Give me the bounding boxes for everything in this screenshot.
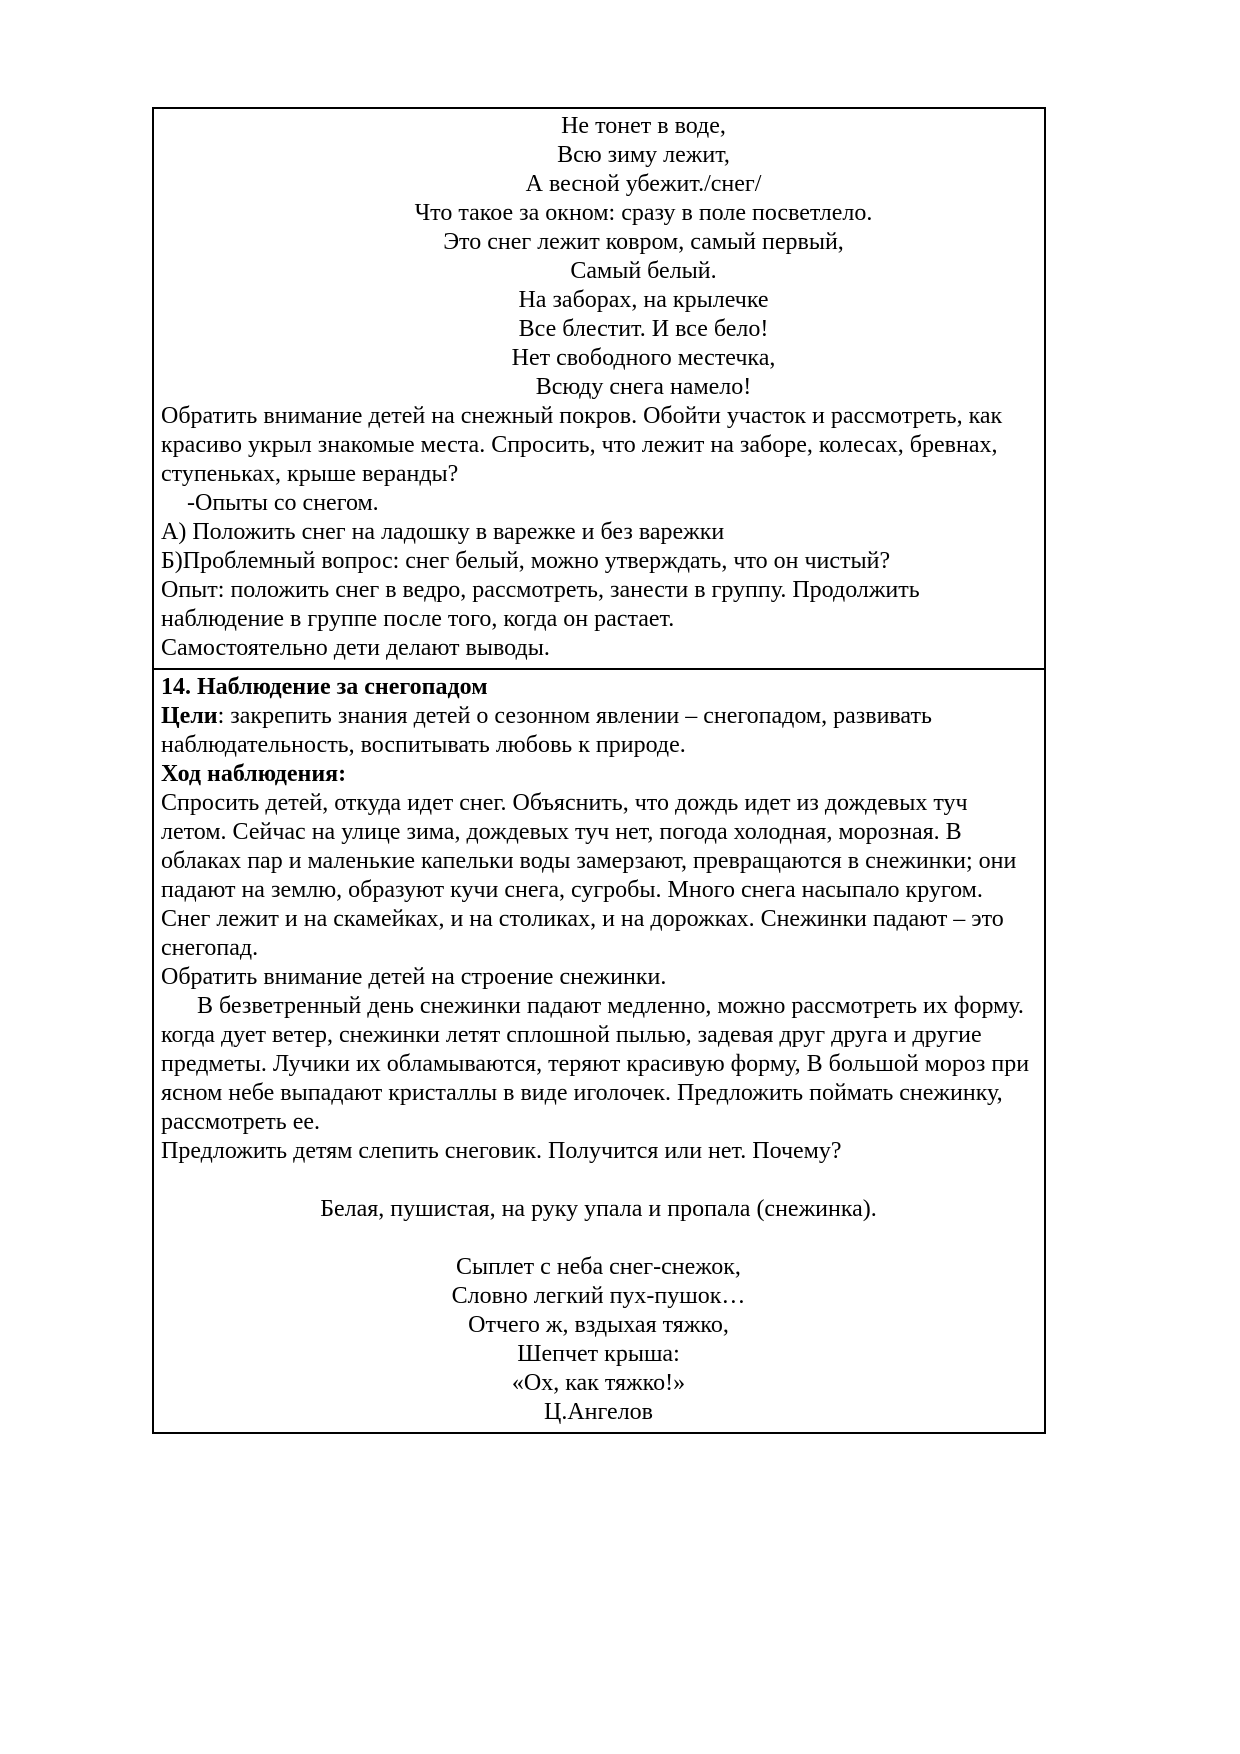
goals-label: Цели	[161, 703, 218, 729]
riddle-line: Самый белый.	[570, 258, 717, 284]
experiment-b-line: Б)Проблемный вопрос: снег белый, можно утверждать, что он чистый?	[161, 548, 891, 574]
snowflakes-paragraph: В безветренный день снежинки падают медленно, можно рассмотреть их форму. когда дует ветер, снежинки летят сплошной пылью, задевая друг друга и другие предметы. Лучики их обламываются, теряют красивую форму, В большой мороз при ясном небе выпадают кристаллы в виде иголочек. Предложить поймать снежинку, рассмотреть ее.	[161, 993, 1030, 1135]
riddle-line: Всю зиму лежит,	[557, 142, 730, 168]
riddle-line: Что такое за окном: сразу в поле посветлело.	[414, 200, 873, 226]
riddle-line: Все блестит. И все бело!	[518, 316, 769, 342]
riddle-line: Не тонет в воде,	[561, 113, 726, 139]
goals-paragraph	[161, 702, 1036, 760]
goals-text: : закрепить знания детей о сезонном явлении – снегопадом, развивать наблюдательность, воспитывать любовь к природе.	[161, 703, 932, 758]
conclusion-line: Самостоятельно дети делают выводы.	[161, 635, 550, 661]
course-heading: Ход наблюдения:	[161, 761, 347, 787]
main-observation-paragraph: Спросить детей, откуда идет снег. Объяснить, что дождь идет из дождевых туч летом. Сейчас на улице зима, дождевых туч нет, погода холодная, морозная. В облаках пар и маленькие капельки воды замерзают, превращаются в снежинки; они падают на землю, образуют кучи снега, сугробы. Много снега насыпало кругом. Снег лежит и на скамейках, и на столиках, и на дорожках. Снежинки падают – это снегопад.	[161, 790, 1017, 961]
blank-line	[161, 1224, 1036, 1253]
experiment-paragraph: Опыт: положить снег в ведро, рассмотреть, занести в группу. Продолжить наблюдение в группе после того, когда он растает.	[161, 577, 920, 632]
observation-heading: 14. Наблюдение за снегопадом	[161, 674, 488, 700]
riddle-line: Всюду снега намело!	[535, 374, 752, 400]
riddle-answer-line: Белая, пушистая, на руку упала и пропала (снежинка).	[320, 1196, 877, 1222]
snowman-line: Предложить детям слепить снеговик. Получится или нет. Почему?	[161, 1138, 842, 1164]
table-cell-observation-13	[154, 109, 1044, 670]
riddle-line: А весной убежит./снег/	[525, 171, 762, 197]
poem-line: Шепчет крыша:	[517, 1341, 680, 1367]
riddle-line: На заборах, на крылечке	[518, 287, 769, 313]
poem-line: Отчего ж, вздыхая тяжко,	[468, 1312, 729, 1338]
poem-line: Словно легкий пух-пушок…	[451, 1283, 746, 1309]
riddle-line: Нет свободного местечка,	[511, 345, 776, 371]
experiments-heading-line: -Опыты со снегом.	[187, 490, 379, 516]
table-cell-observation-14	[154, 670, 1044, 1432]
poem-line: «Ох, как тяжко!»	[511, 1370, 686, 1396]
snow-cover-paragraph: Обратить внимание детей на снежный покров. Обойти участок и рассмотреть, как красиво укрыл знакомые места. Спросить, что лежит на заборе, колесах, бревнах, ступеньках, крыше веранды?	[161, 403, 1003, 487]
poem-author-line: Ц.Ангелов	[544, 1399, 653, 1425]
experiment-a-line: А) Положить снег на ладошку в варежке и без варежки	[161, 519, 725, 545]
snow-riddle-block	[161, 112, 1036, 402]
snowfall-poem-block	[161, 1253, 1036, 1427]
riddle-line: Это снег лежит ковром, самый первый,	[443, 229, 844, 255]
snowflake-structure-line: Обратить внимание детей на строение снежинки.	[161, 964, 667, 990]
blank-line	[161, 1166, 1036, 1195]
poem-line: Сыплет с неба снег-снежок,	[456, 1254, 741, 1280]
document-table	[152, 107, 1046, 1434]
